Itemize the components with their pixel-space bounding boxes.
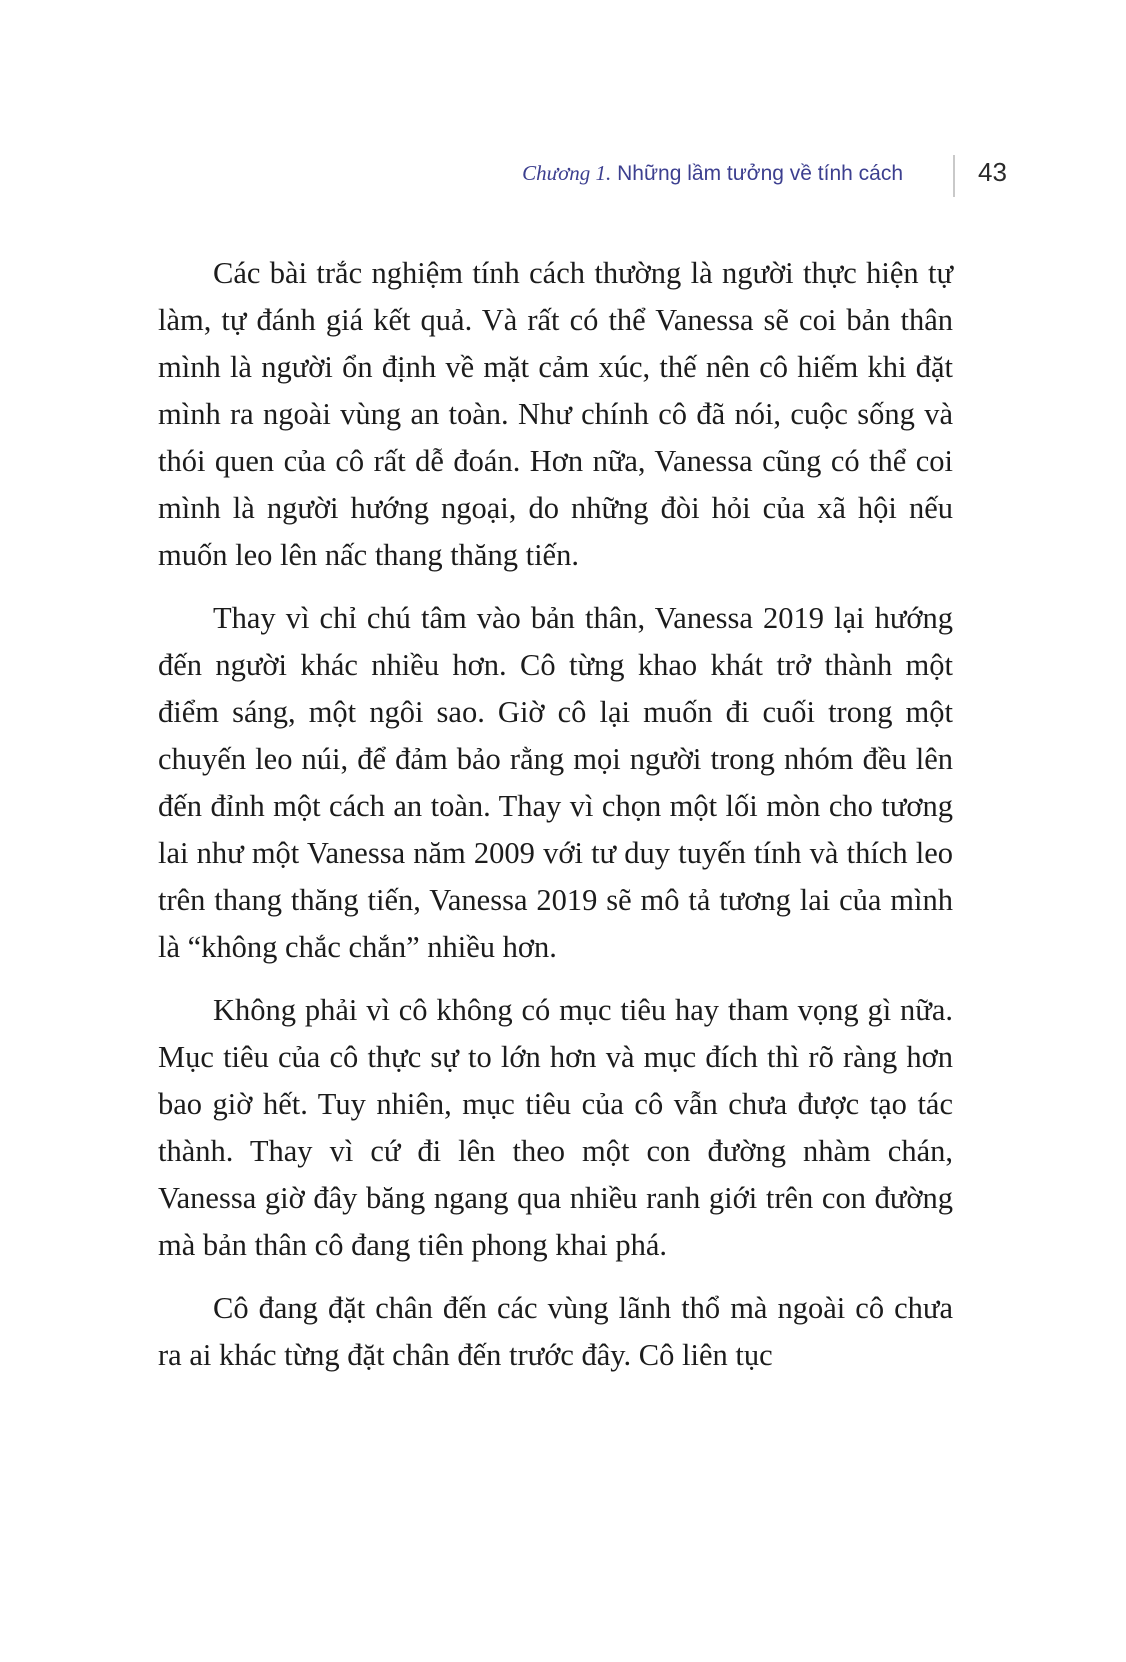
chapter-heading: [522, 161, 903, 186]
header-divider: [953, 155, 955, 197]
paragraph-4: Cô đang đặt chân đến các vùng lãnh thổ mà ngoài cô chưa ra ai khác từng đặt chân đến trước đây. Cô liên tục: [158, 1291, 953, 1372]
paragraph-2: Thay vì chỉ chú tâm vào bản thân, Vanessa 2019 lại hướng đến người khác nhiều hơn. Cô từng khao khát trở thành một điểm sáng, một ngôi sao. Giờ cô lại muốn đi cuối trong một chuyến leo núi, để đảm bảo rằng mọi người trong nhóm đều lên đến đỉnh một cách an toàn. Thay vì chọn một lối mòn cho tương lai như một Vanessa năm 2009 với tư duy tuyến tính và thích leo trên thang thăng tiến, Vanessa 2019 sẽ mô tả tương lai của mình là “không chắc chắn” nhiều hơn.: [158, 601, 953, 964]
body-text: [158, 250, 953, 1395]
chapter-title: Những lầm tưởng về tính cách: [617, 162, 903, 185]
paragraph-1: Các bài trắc nghiệm tính cách thường là người thực hiện tự làm, tự đánh giá kết quả. Và rất có thể Vanessa sẽ coi bản thân mình là người ổn định về mặt cảm xúc, thế nên cô hiếm khi đặt mình ra ngoài vùng an toàn. Như chính cô đã nói, cuộc sống và thói quen của cô rất dễ đoán. Hơn nữa, Vanessa cũng có thể coi mình là người hướng ngoại, do những đòi hỏi của xã hội nếu muốn leo lên nấc thang thăng tiến.: [158, 256, 953, 572]
chapter-label: Chương 1.: [522, 161, 612, 185]
running-header: [0, 155, 1126, 197]
paragraph-3: Không phải vì cô không có mục tiêu hay tham vọng gì nữa. Mục tiêu của cô thực sự to lớn hơn và mục đích thì rõ ràng hơn bao giờ hết. Tuy nhiên, mục tiêu của cô vẫn chưa được tạo tác thành. Thay vì cứ đi lên theo một con đường nhàm chán, Vanessa giờ đây băng ngang qua nhiều ranh giới trên con đường mà bản thân cô đang tiên phong khai phá.: [158, 993, 953, 1262]
page-number: 43: [978, 157, 1007, 187]
